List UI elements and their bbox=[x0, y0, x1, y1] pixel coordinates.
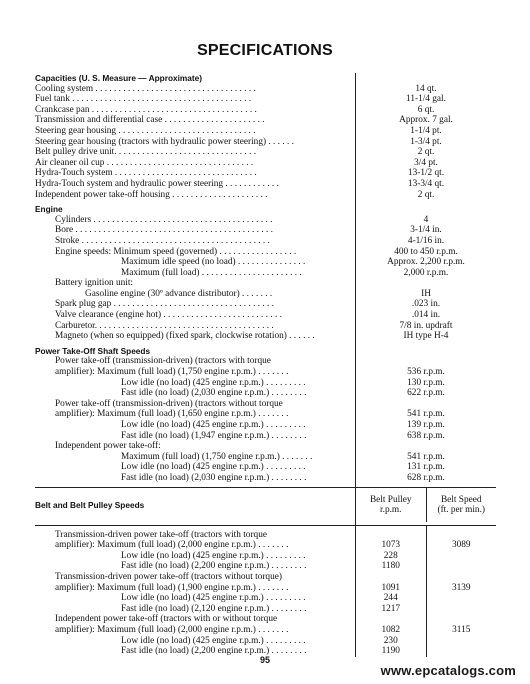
belt-speed-value bbox=[427, 561, 497, 572]
spec-label: Fast idle (no load) (1,947 engine r.p.m.) . . . . . . . . bbox=[121, 430, 307, 441]
spec-value: 130 r.p.m. bbox=[407, 377, 445, 388]
spec-value: IH type H-4 bbox=[403, 331, 449, 342]
spec-label: Belt pulley drive unit. . . . . . . . . . . . . . . . . . . . . . . . . . . . . . . bbox=[35, 147, 257, 158]
belt-pulley-rpm: 230 bbox=[356, 636, 427, 647]
spec-values-column bbox=[355, 73, 496, 657]
belt-pulley-rpm: 1082 bbox=[356, 625, 427, 636]
spec-label: amplifier): Maximum (full load) (1,650 engine r.p.m.) . . . . . . . bbox=[55, 409, 289, 420]
section-heading: Power Take-Off Shaft Speeds bbox=[35, 345, 151, 356]
spec-value: 541 r.p.m. bbox=[407, 409, 445, 420]
belt-speed-value bbox=[427, 593, 497, 604]
belt-pulley-rpm: 1091 bbox=[356, 583, 427, 594]
spec-label: Stroke . . . . . . . . . . . . . . . . . . . . . . . . . . . . . . . . . . . . . . . . . bbox=[55, 235, 270, 246]
belt-pulley-rpm: 1180 bbox=[356, 561, 427, 572]
spec-value: 2 qt. bbox=[417, 189, 435, 200]
belt-speed-header bbox=[427, 488, 497, 522]
spec-label: Transmission-driven power take-off (tractors with torque bbox=[55, 529, 267, 540]
spec-value: 11-1/4 gal. bbox=[406, 94, 446, 105]
belt-value-row bbox=[356, 614, 496, 625]
spec-label: Air cleaner oil cup . . . . . . . . . . . . . . . . . . . . . . . . . . . . . . . . bbox=[35, 157, 254, 168]
spec-value: 13-1/2 qt. bbox=[407, 168, 445, 179]
spec-label: Fast idle (no load) (2,030 engine r.p.m.) . . . . . . . . bbox=[121, 472, 307, 483]
spec-label: Power take-off (transmission-driven) (tractors with torque bbox=[55, 356, 271, 367]
spec-label: amplifier): Maximum (full load) (1,900 engine r.p.m.) . . . . . . . bbox=[55, 582, 289, 593]
spec-label: Transmission and differential case . . . . . . . . . . . . . . . . . . . . . . bbox=[35, 115, 265, 126]
spec-value: 6 qt. bbox=[417, 104, 435, 115]
spec-value: 3/4 pt. bbox=[414, 157, 438, 168]
spec-value: 13-3/4 qt. bbox=[407, 178, 445, 189]
belt-pulley-header-line: Belt Pulley bbox=[369, 494, 412, 505]
spec-label: Fast idle (no load) (2,120 engine r.p.m.) . . . . . . . . bbox=[121, 603, 307, 614]
belt-speed-header-line: (ft. per min.) bbox=[437, 504, 485, 515]
value-spacer bbox=[356, 346, 496, 357]
spec-labels-column bbox=[35, 73, 355, 657]
belt-pulley-header bbox=[356, 488, 427, 522]
belt-value-row bbox=[356, 636, 496, 647]
belt-speed-value bbox=[427, 551, 497, 562]
spec-value: 638 r.p.m. bbox=[407, 430, 445, 441]
spec-value: 3-1/4 in. bbox=[410, 225, 442, 236]
belt-speed-value bbox=[427, 614, 497, 625]
belt-speed-value: 3089 bbox=[451, 540, 471, 551]
spec-label: Independent power take-off housing . . . . . . . . . . . . . . . . . . . . . bbox=[35, 189, 268, 200]
spec-value: 2,000 r.p.m. bbox=[403, 267, 449, 278]
belt-pulley-rpm bbox=[356, 530, 427, 541]
spec-value: 7/8 in. updraft bbox=[399, 320, 453, 331]
spec-value: 4-1/16 in. bbox=[407, 235, 445, 246]
spec-label: Fast idle (no load) (2,200 engine r.p.m.) . . . . . . . . bbox=[121, 561, 307, 572]
watermark: www.epcatalogs.com bbox=[380, 663, 516, 678]
spec-label: Cylinders . . . . . . . . . . . . . . . . . . . . . . . . . . . . . . . . . . . . . . . bbox=[55, 214, 273, 225]
spec-label: Fast idle (no load) (2,030 engine r.p.m.) . . . . . . . . bbox=[121, 388, 307, 399]
spec-label: Battery ignition unit: bbox=[55, 278, 133, 289]
belt-pulley-rpm: 1217 bbox=[356, 604, 427, 615]
spec-label: Low idle (no load) (425 engine r.p.m.) . . . . . . . . . bbox=[121, 550, 306, 561]
belt-value-row bbox=[356, 593, 496, 604]
spec-value: .014 in. bbox=[411, 310, 441, 321]
spec-label: Crankcase pan . . . . . . . . . . . . . . . . . . . . . . . . . . . . . . . . . . . . bbox=[35, 104, 257, 115]
belt-speed-value bbox=[427, 604, 497, 615]
spec-value bbox=[356, 441, 496, 452]
spec-label: Independent power take-off: bbox=[55, 441, 161, 452]
spec-label: Transmission-driven power take-off (tractors without torque) bbox=[55, 571, 282, 582]
value-spacer bbox=[356, 204, 496, 215]
spec-label: Steering gear housing (tractors with hydraulic power steering) . . . . . . bbox=[35, 136, 294, 147]
belt-speed-value: 3139 bbox=[451, 582, 471, 593]
belt-speed-value: 3115 bbox=[452, 624, 471, 635]
spec-value: 1-1/4 pt. bbox=[410, 125, 442, 136]
spec-value: 541 r.p.m. bbox=[407, 451, 445, 462]
section-heading: Engine bbox=[35, 204, 63, 215]
spec-value bbox=[356, 356, 496, 367]
belt-value-row bbox=[356, 551, 496, 562]
belt-pulley-rpm: 244 bbox=[356, 593, 427, 604]
belt-value-row bbox=[356, 583, 496, 594]
spec-value: 536 r.p.m. bbox=[407, 367, 445, 378]
spec-value: 628 r.p.m. bbox=[407, 472, 445, 483]
spec-value: Approx. 2,200 r.p.m. bbox=[387, 257, 465, 268]
spec-label: Spark plug gap . . . . . . . . . . . . . . . . . . . . . . . . . . . . . . . . . . . bbox=[55, 299, 274, 310]
belt-value-row bbox=[356, 604, 496, 615]
section-heading: Belt and Belt Pulley Speeds bbox=[35, 499, 145, 510]
belt-pulley-rpm bbox=[356, 572, 427, 583]
spec-value: 2 qt. bbox=[417, 147, 435, 158]
belt-value-row bbox=[356, 572, 496, 583]
spec-label: Independent power take-off (tractors with or without torque bbox=[55, 614, 278, 625]
spec-label: Carburetor. . . . . . . . . . . . . . . . . . . . . . . . . . . . . . . . . . . . . . . bbox=[55, 320, 274, 331]
page-number: 95 bbox=[259, 655, 270, 665]
belt-value-row bbox=[356, 561, 496, 572]
value-spacer bbox=[356, 73, 496, 84]
spec-value: .023 in. bbox=[411, 299, 441, 310]
spec-label: Low idle (no load) (425 engine r.p.m.) . . . . . . . . . bbox=[121, 593, 306, 604]
spec-value: 139 r.p.m. bbox=[407, 420, 445, 430]
spec-label: Low idle (no load) (425 engine r.p.m.) . . . . . . . . . bbox=[121, 377, 306, 388]
belt-pulley-rpm: 1190 bbox=[356, 646, 427, 657]
belt-speed-value bbox=[427, 572, 497, 583]
spec-label: Engine speeds: Minimum speed (governed) . . . . . . . . . . . . . . . . . bbox=[55, 246, 297, 257]
belt-speed-value bbox=[427, 636, 497, 647]
spec-value: 1-3/4 pt. bbox=[410, 136, 442, 147]
spec-value: 4 bbox=[423, 214, 429, 225]
belt-pulley-rpm bbox=[356, 614, 427, 625]
page-title: SPECIFICATIONS bbox=[197, 42, 333, 59]
belt-pulley-rpm: 228 bbox=[356, 551, 427, 562]
spec-value: IH bbox=[421, 288, 431, 299]
spec-label: Fuel tank . . . . . . . . . . . . . . . . . . . . . . . . . . . . . . . . . . . . . . . bbox=[35, 94, 252, 105]
belt-value-row bbox=[356, 540, 496, 551]
belt-column-headers bbox=[356, 488, 496, 522]
spec-label: Maximum idle speed (no load) . . . . . . . . . . . . . . . bbox=[121, 257, 306, 268]
spec-value: 622 r.p.m. bbox=[407, 388, 445, 399]
spec-label: Magneto (when so equipped) (fixed spark, clockwise rotation) . . . . . . bbox=[55, 331, 315, 342]
spec-value: Approx. 7 gal. bbox=[399, 115, 453, 126]
spec-value: 400 to 450 r.p.m. bbox=[394, 246, 458, 257]
belt-pulley-header-line: r.p.m. bbox=[380, 504, 402, 515]
spec-label: Valve clearance (engine hot) . . . . . . . . . . . . . . . . . . . . . . . . . . bbox=[55, 310, 282, 321]
spec-label: Low idle (no load) (425 engine r.p.m.) . . . . . . . . . bbox=[121, 635, 306, 646]
spec-label: Maximum (full load) (1,750 engine r.p.m.) . . . . . . . bbox=[121, 451, 313, 462]
spec-label: Low idle (no load) (425 engine r.p.m.) . . . . . . . . . bbox=[121, 462, 306, 473]
spec-value bbox=[356, 399, 496, 410]
spec-value: 14 qt. bbox=[415, 83, 437, 94]
spec-label: Low idle (no load) (425 engine r.p.m.) . . . . . . . . . bbox=[121, 420, 306, 430]
spec-label: Gasoline engine (30º advance distributor) . . . . . . . bbox=[85, 288, 273, 299]
spec-label: amplifier): Maximum (full load) (2,000 engine r.p.m.) . . . . . . . bbox=[55, 624, 289, 635]
spec-label: Hydra-Touch system and hydraulic power steering . . . . . . . . . . . . bbox=[35, 178, 279, 189]
spec-label: Fast idle (no load) (2,200 engine r.p.m.) . . . . . . . . bbox=[121, 646, 307, 657]
spec-label: Steering gear housing . . . . . . . . . . . . . . . . . . . . . . . . . . . . . . bbox=[35, 125, 256, 136]
belt-value-row bbox=[356, 530, 496, 541]
spec-label: Maximum (full load) . . . . . . . . . . . . . . . . . . . . . . bbox=[121, 267, 302, 278]
belt-pulley-rpm: 1073 bbox=[356, 540, 427, 551]
spec-label: Cooling system . . . . . . . . . . . . . . . . . . . . . . . . . . . . . . . . . . . bbox=[35, 83, 256, 94]
spec-value bbox=[356, 278, 496, 289]
spec-label: Power take-off (transmission-driven) (tractors without torque bbox=[55, 398, 283, 409]
spec-label: Hydra-Touch system . . . . . . . . . . . . . . . . . . . . . . . . . . . . . . . bbox=[35, 168, 257, 179]
spec-value: 131 r.p.m. bbox=[407, 462, 445, 473]
belt-speed-header-line: Belt Speed bbox=[440, 494, 482, 505]
section-heading: Capacities (U. S. Measure — Approximate) bbox=[35, 73, 203, 83]
belt-speed-value bbox=[427, 530, 497, 541]
spec-label: amplifier): Maximum (full load) (2,000 engine r.p.m.) . . . . . . . bbox=[55, 540, 289, 551]
belt-value-row bbox=[356, 625, 496, 636]
spec-label: Bore . . . . . . . . . . . . . . . . . . . . . . . . . . . . . . . . . . . . . . . . . . . bbox=[55, 225, 273, 236]
spec-label: amplifier): Maximum (full load) (1,750 engine r.p.m.) . . . . . . . bbox=[55, 367, 289, 378]
